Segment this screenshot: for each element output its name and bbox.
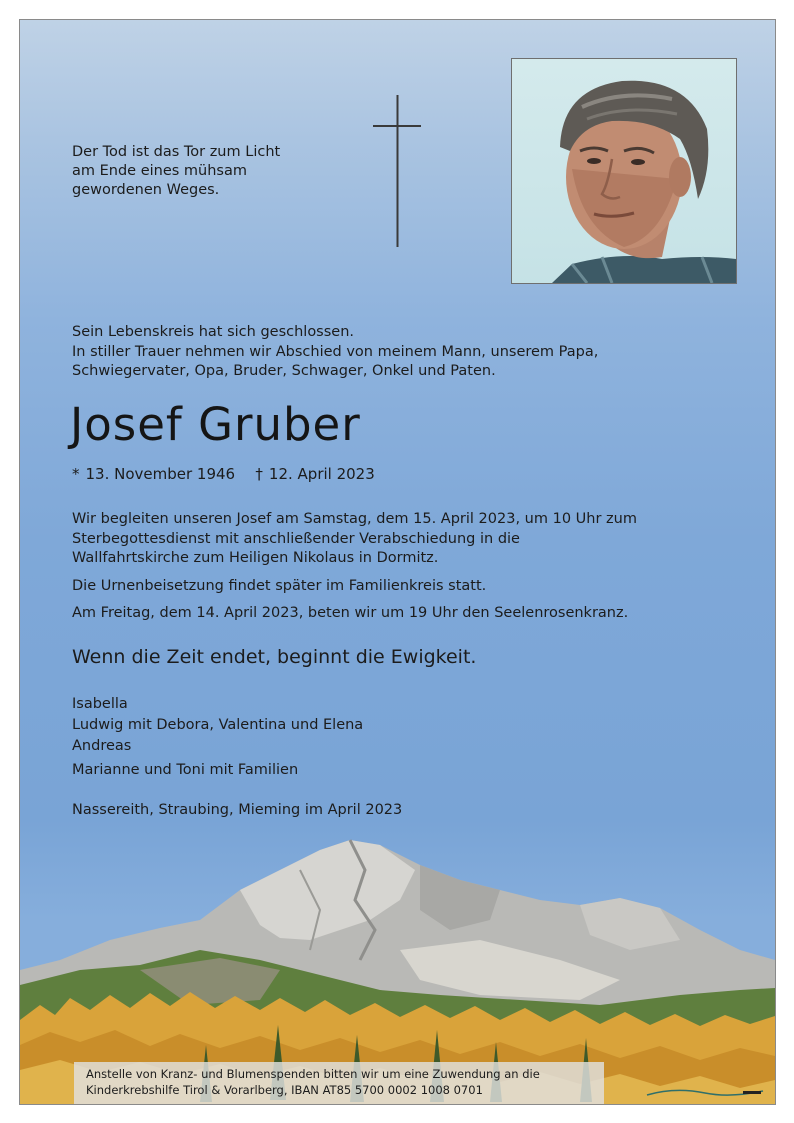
mourners-list bbox=[72, 694, 363, 781]
donation-line: Kinderkrebshilfe Tirol & Vorarlberg, IBAN AT85 5700 0002 1008 0701 bbox=[86, 1083, 483, 1097]
rosary-info: Am Freitag, dem 14. April 2023, beten wir um 19 Uhr den Seelenrosenkranz. bbox=[72, 605, 629, 621]
intro-line: Schwiegervater, Opa, Bruder, Schwager, Onkel und Paten. bbox=[72, 363, 496, 379]
service-info bbox=[72, 510, 712, 624]
intro-line: Sein Lebenskreis hat sich geschlossen. bbox=[72, 324, 355, 340]
birth-symbol: * bbox=[72, 465, 80, 483]
service-line: Sterbegottesdienst mit anschließender Verabschiedung in die bbox=[72, 530, 520, 547]
portrait-illustration bbox=[512, 59, 736, 283]
urn-info: Die Urnenbeisetzung findet später im Familienkreis statt. bbox=[72, 577, 487, 594]
intro-line: In stiller Trauer nehmen wir Abschied von meinem Mann, unserem Papa, bbox=[72, 343, 599, 360]
quote bbox=[72, 143, 280, 200]
mountain-landscape bbox=[20, 810, 775, 1104]
cross-icon bbox=[373, 95, 423, 247]
quote-line: gewordenen Weges. bbox=[72, 182, 220, 198]
service-line: Wir begleiten unseren Josef am Samstag, dem 15. April 2023, um 10 Uhr zum bbox=[72, 511, 637, 527]
donation-line: Anstelle von Kranz- und Blumenspenden bitten wir um eine Zuwendung an die bbox=[86, 1067, 540, 1081]
funeral-home-logo bbox=[645, 1081, 765, 1099]
death-symbol: † bbox=[255, 465, 263, 483]
obituary-card bbox=[19, 19, 776, 1105]
birth-date: 13. November 1946 bbox=[85, 465, 236, 483]
portrait-photo bbox=[511, 58, 737, 284]
mourner: Andreas bbox=[72, 738, 132, 754]
intro-text bbox=[72, 323, 598, 382]
quote-line: Der Tod ist das Tor zum Licht bbox=[72, 144, 281, 160]
deceased-name: Josef Gruber bbox=[70, 398, 361, 451]
death-date: 12. April 2023 bbox=[268, 465, 375, 483]
motto: Wenn die Zeit endet, beginnt die Ewigkeit. bbox=[72, 646, 477, 668]
place-date: Nassereith, Straubing, Mieming im April 2023 bbox=[72, 802, 403, 818]
quote-line: am Ende eines mühsam bbox=[72, 163, 247, 179]
mourner: Marianne und Toni mit Familien bbox=[72, 762, 299, 778]
service-line: Wallfahrtskirche zum Heiligen Nikolaus in Dormitz. bbox=[72, 550, 439, 566]
mourner: Isabella bbox=[72, 696, 128, 712]
mourner: Ludwig mit Debora, Valentina und Elena bbox=[72, 717, 364, 733]
donation-note bbox=[74, 1062, 604, 1104]
life-dates bbox=[72, 465, 381, 483]
